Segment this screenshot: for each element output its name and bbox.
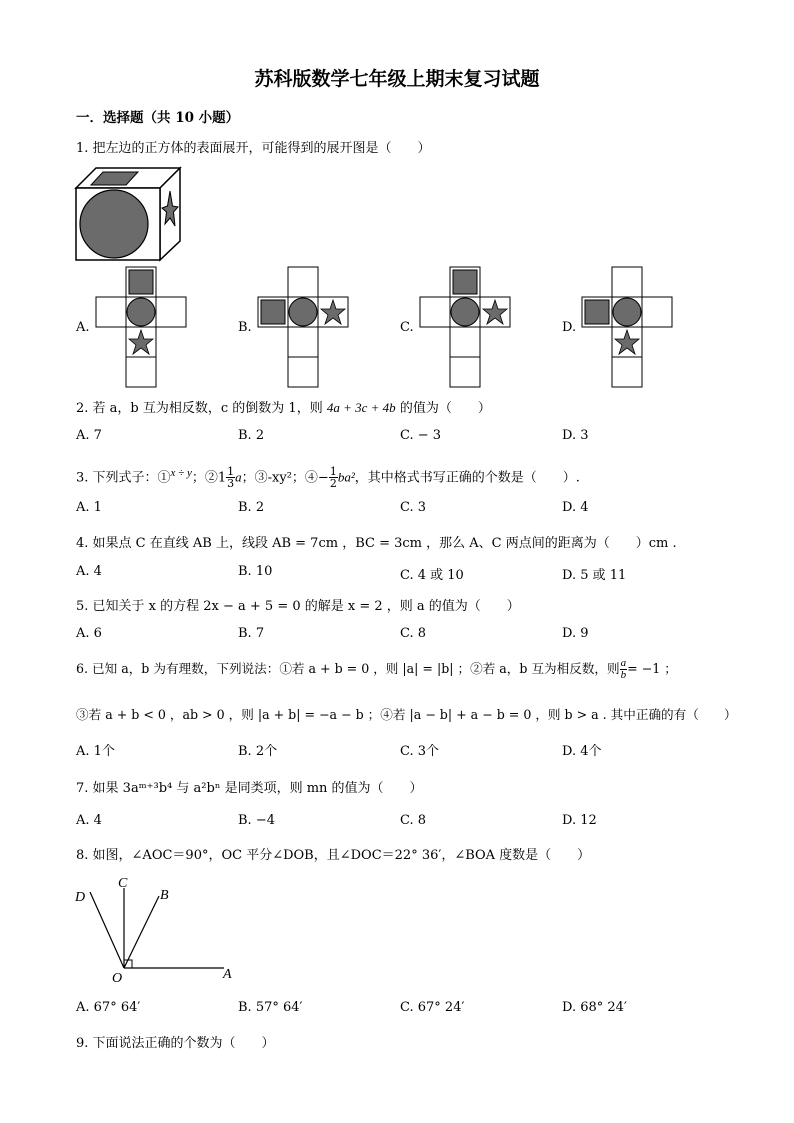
net-option-d [580, 266, 680, 388]
q3-fraction-2 [329, 466, 338, 489]
cube-figure [74, 166, 184, 262]
q4-option-d: D. 5 或 11 [562, 568, 627, 583]
label-c: C [118, 876, 128, 891]
q3-option-d: D. 4 [562, 500, 589, 515]
q6-frac-num: a [620, 657, 627, 669]
q8-option-a: A. 67° 64′ [76, 1000, 141, 1015]
q3-option-b: B. 2 [238, 500, 265, 515]
q5-option-c: C. 8 [400, 626, 427, 641]
net-option-a [94, 266, 194, 388]
q1-option-a-label: A. [76, 320, 90, 335]
q2-option-a: A. 7 [76, 428, 102, 443]
question-7-text: 7. 如果 3aᵐ⁺³b⁴ 与 a²bⁿ 是同类项，则 mn 的值为（ ） [76, 781, 423, 796]
q3-fraction-1 [226, 466, 235, 489]
q3-expr-3: ；③-xy²；④− [241, 470, 329, 486]
q4-option-a: A. 4 [76, 564, 102, 579]
q7-option-b: B. −4 [238, 813, 275, 828]
question-5-text: 5. 已知关于 x 的方程 2x − a + 5 = 0 的解是 x = 2 ，则 a 的值为（ ） [76, 599, 520, 614]
question-6-line-2: ③若 a + b < 0 ，ab > 0 ，则 |a + b| = −a − b ；④若 |a − b| + a − b = 0 ，则 b > a . 其中正确的有（ ） [76, 707, 737, 722]
q2-suffix: 的值为（ ） [399, 401, 491, 416]
q8-option-c: C. 67° 24′ [400, 1000, 465, 1015]
q7-option-a: A. 4 [76, 813, 102, 828]
q6-line1-a: 6. 已知 a，b 为有理数，下列说法：①若 a + b = 0 ，则 |a| = |b| ；②若 a，b 互为相反数，则 [76, 661, 620, 676]
q3-frac1-den: 3 [227, 477, 235, 491]
q3-option-c: C. 3 [400, 500, 427, 515]
section-heading: 一．选择题（共 10 小题） [76, 110, 240, 126]
q1-option-c-label: C. [400, 320, 414, 335]
q5-option-a: A. 6 [76, 626, 102, 641]
page-title: 苏科版数学七年级上期末复习试题 [254, 68, 540, 90]
angle-diagram [72, 872, 242, 988]
q2-prefix: 2. 若 a，b 互为相反数，c 的倒数为 1，则 [76, 401, 323, 416]
q3-frac1-num: 1 [227, 465, 235, 479]
label-b: B [160, 888, 169, 903]
q3-frac2-den: 2 [329, 477, 337, 491]
q5-option-b: B. 7 [238, 626, 265, 641]
q8-option-d: D. 68° 24′ [562, 1000, 627, 1015]
q7-option-d: D. 12 [562, 813, 597, 828]
question-2-text [76, 397, 491, 416]
q2-option-d: D. 3 [562, 428, 589, 443]
q3-suffix: ，其中格式书写正确的个数是（ ）. [354, 470, 580, 486]
q6-option-b: B. 2个 [238, 744, 278, 759]
q1-option-b-label: B. [238, 320, 252, 335]
q3-option-a: A. 1 [76, 500, 102, 515]
q8-option-b: B. 57° 64′ [238, 1000, 303, 1015]
question-3-text [76, 458, 580, 493]
label-d: D [75, 890, 86, 905]
question-1-text: 1. 把左边的正方体的表面展开，可能得到的展开图是（ ） [76, 141, 431, 156]
q3-expr-1: x ÷ y [170, 467, 192, 479]
label-o: O [112, 971, 123, 986]
q1-option-d-label: D. [562, 320, 577, 335]
q6-fraction [620, 658, 628, 681]
q3-frac2-num: 1 [329, 465, 337, 479]
q5-option-d: D. 9 [562, 626, 589, 641]
q4-option-c: C. 4 或 10 [400, 568, 464, 583]
q2-option-b: B. 2 [238, 428, 265, 443]
question-4-text: 4. 如果点 C 在直线 AB 上，线段 AB = 7cm ，BC = 3cm ，那么 A、C 两点间的距离为（ ）cm . [76, 536, 677, 551]
q4-option-b: B. 10 [238, 564, 273, 579]
q6-option-c: C. 3个 [400, 744, 440, 759]
label-a: A [223, 967, 232, 982]
q7-option-c: C. 8 [400, 813, 427, 828]
question-8-text: 8. 如图，∠AOC＝90°，OC 平分∠DOB，且∠DOC＝22° 36′，∠BOA 度数是（ ） [76, 848, 591, 863]
q3-prefix: 3. 下列式子：① [76, 470, 171, 486]
question-9-text: 9. 下面说法正确的个数为（ ） [76, 1036, 275, 1051]
q2-expression: 4a + 3c + 4b [326, 400, 396, 415]
net-option-b [256, 266, 356, 388]
q3-expr-2a: ；②1 [191, 470, 227, 486]
q6-frac-den: b [620, 669, 627, 681]
q6-option-a: A. 1个 [76, 744, 115, 759]
q6-line1-b: = −1 ； [627, 661, 677, 676]
question-6-line-1 [76, 654, 677, 684]
q3-expr-2b: a [235, 469, 242, 485]
q2-option-c: C. − 3 [400, 428, 442, 443]
q3-expr-4: ba² [337, 469, 355, 485]
q6-option-d: D. 4个 [562, 744, 602, 759]
net-option-c [418, 266, 518, 388]
